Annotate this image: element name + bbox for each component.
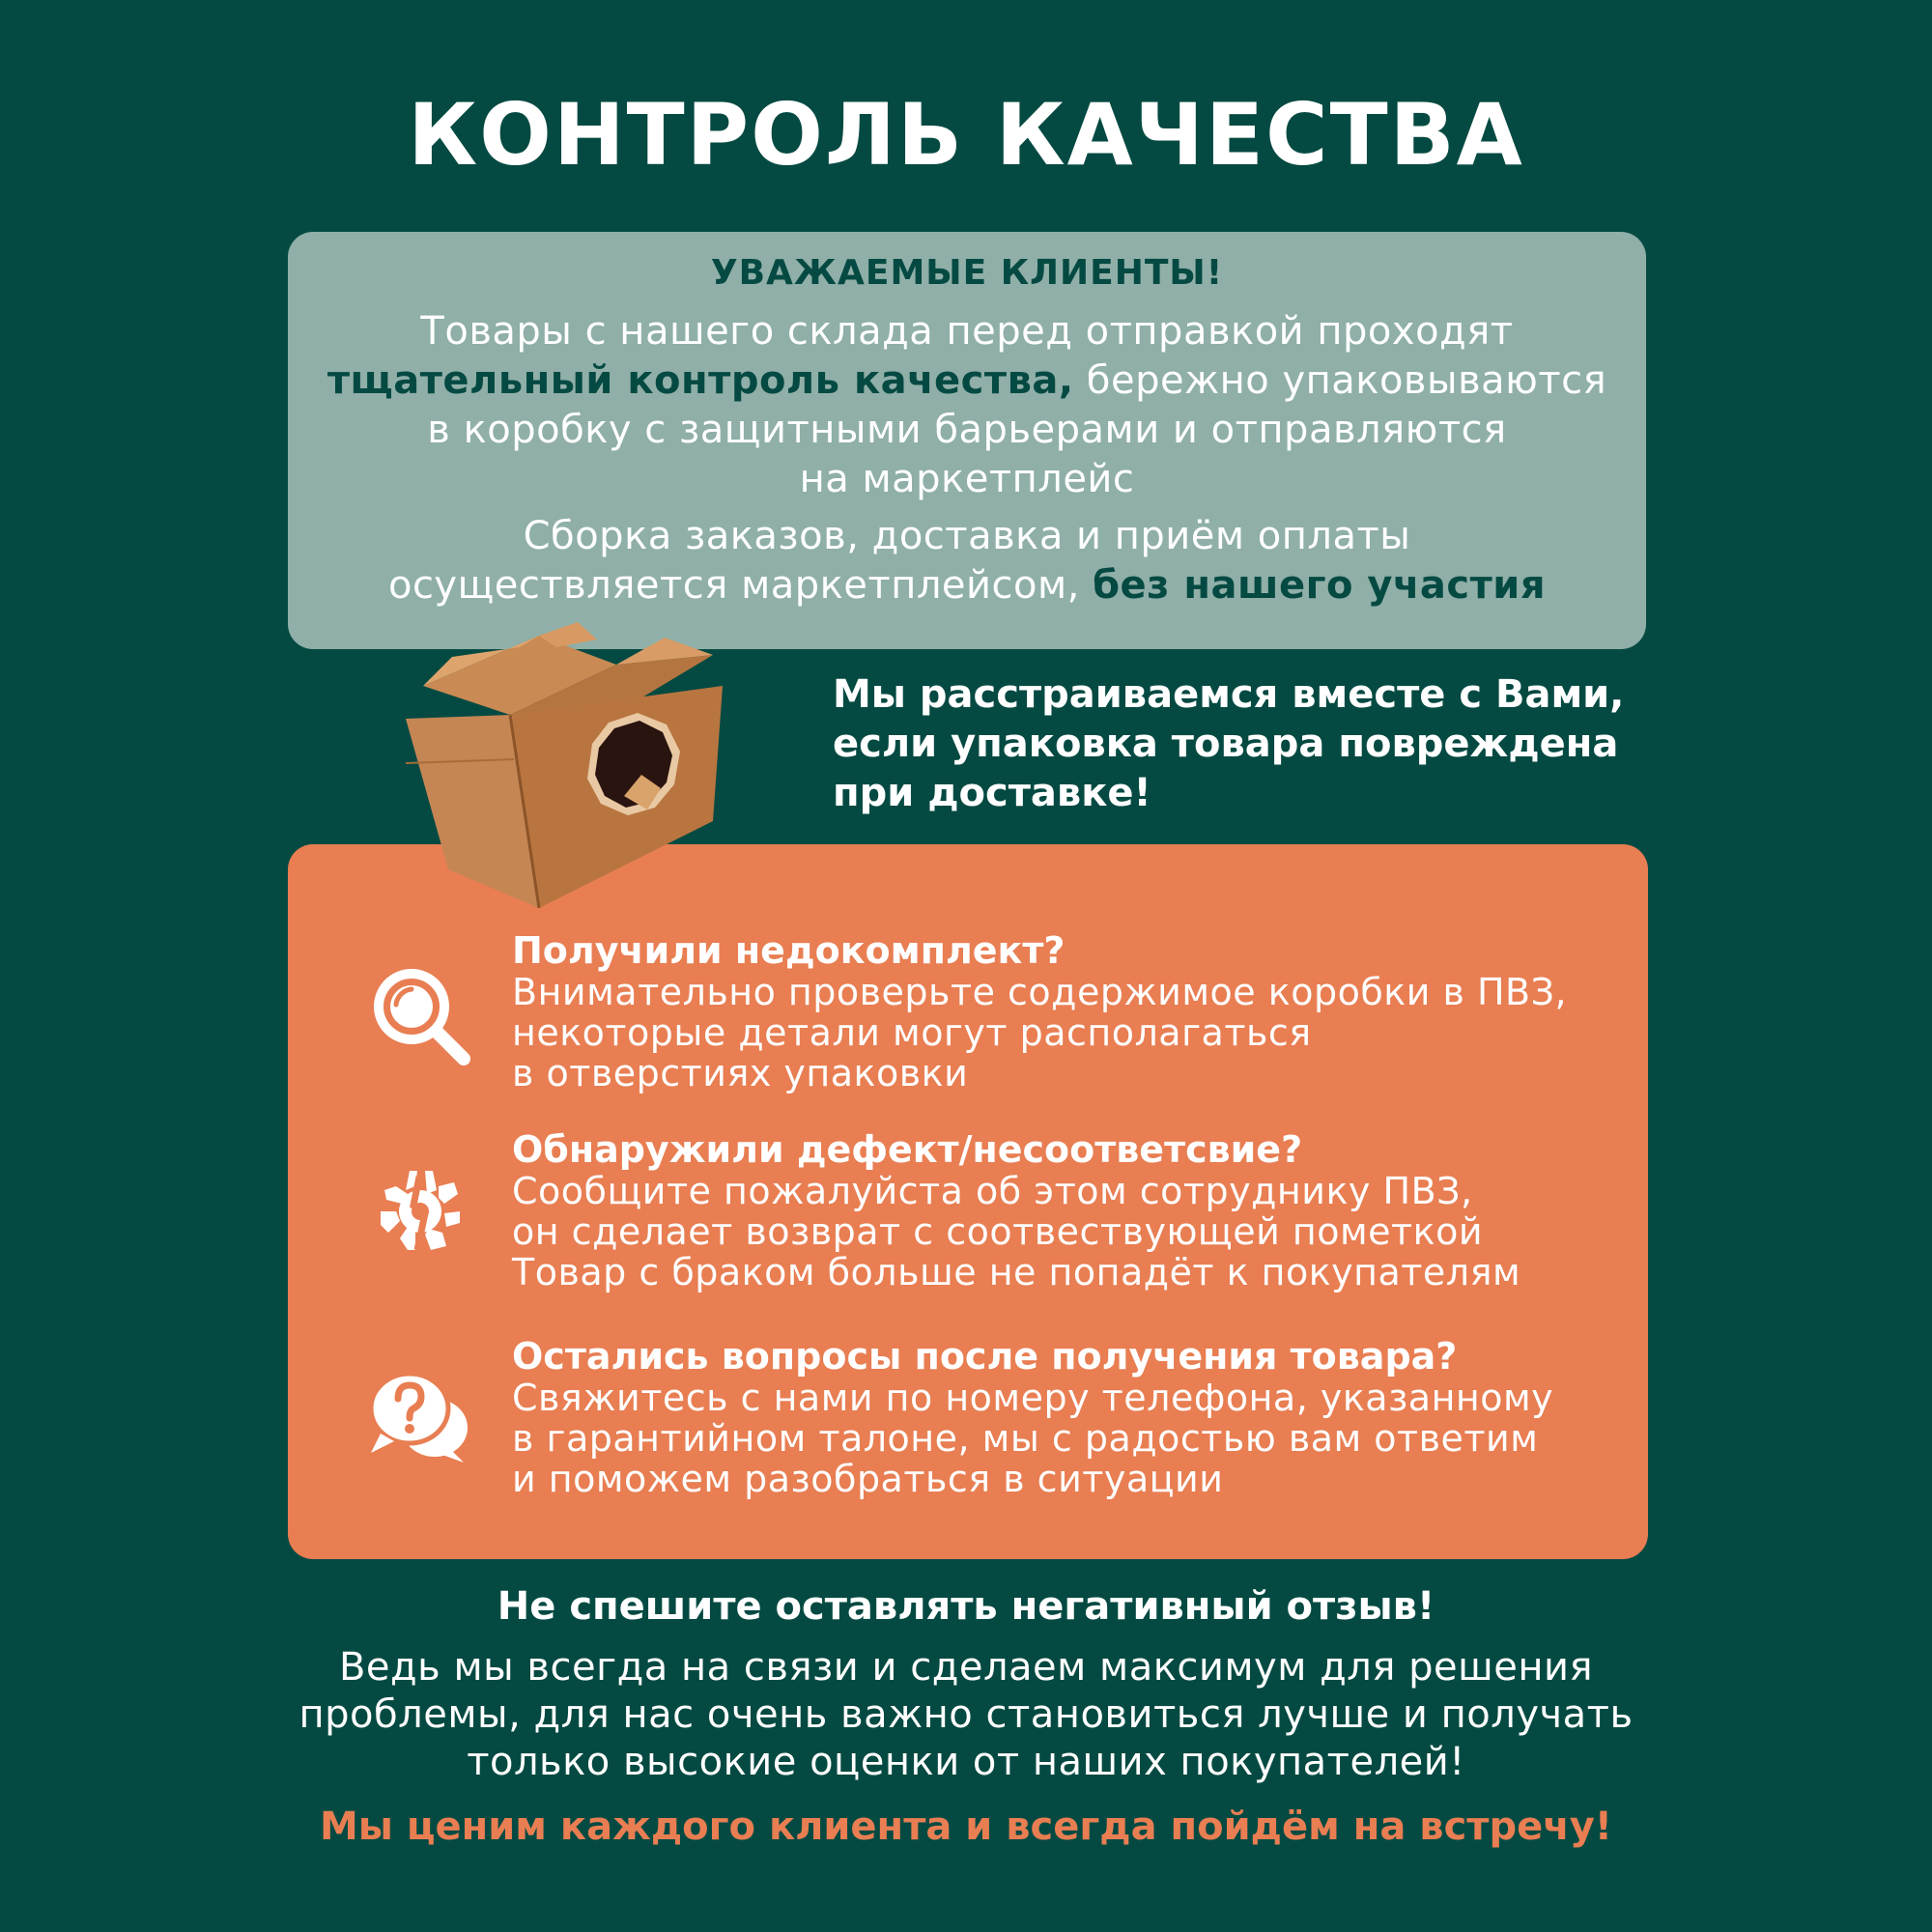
notice-card — [288, 232, 1646, 649]
damaged-box-icon — [394, 618, 761, 927]
tip-text: Свяжитесь с нами по номеру телефона, указанному в гарантийном талоне, мы с радостью вам ответим и поможем разобраться в ситуации — [512, 1377, 1554, 1500]
tip-incomplete — [288, 929, 1648, 1094]
damaged-box-message-line-3: при доставке! — [833, 771, 1151, 815]
page-title: КОНТРОЛЬ КАЧЕСТВА — [408, 85, 1524, 185]
notice-p1-highlight: тщательный контроль качества, — [327, 358, 1074, 403]
tip-defect — [288, 1128, 1648, 1293]
broken-gear-icon — [367, 1157, 473, 1264]
notice-p1-after-highlight: бережно упаковываются — [1073, 358, 1607, 403]
notice-p2-line-2 — [288, 561, 1646, 611]
tips-card — [288, 844, 1648, 1559]
tip-body — [512, 1335, 1623, 1499]
damaged-box-message-line-2: если упаковка товара повреждена — [833, 722, 1619, 766]
notice-paragraph-2 — [288, 512, 1646, 611]
tip-text: Сообщите пожалуйста об этом сотруднику ПВЗ, он сделает возврат с соотвествующей пометкой Товар с браком больше не попадёт к покупателям — [512, 1170, 1521, 1293]
notice-p2-line-1: Сборка заказов, доставка и приём оплаты — [523, 514, 1411, 558]
tip-questions — [288, 1335, 1648, 1499]
notice-paragraph-1 — [288, 307, 1646, 504]
notice-p1-line-2 — [288, 356, 1646, 406]
damaged-box-message-line-1: Мы расстраиваемся вместе с Вами, — [833, 672, 1625, 717]
notice-p2-line-2-start: осуществляется маркетплейсом, — [387, 563, 1094, 608]
notice-heading: УВАЖАЕМЫЕ КЛИЕНТЫ! — [710, 253, 1224, 293]
closing-heading: Не спешите оставлять негативный отзыв! — [497, 1584, 1435, 1629]
notice-p1-line-1: Товары с нашего склада перед отправкой проходят — [420, 309, 1514, 354]
tip-body — [512, 929, 1623, 1094]
tip-text: Внимательно проверьте содержимое коробки в ПВЗ, некоторые детали могут располагаться в отверстиях упаковки — [512, 971, 1568, 1094]
closing-accent: Мы ценим каждого клиента и всегда пойдём на встречу! — [319, 1804, 1613, 1849]
magnifier-icon — [367, 962, 473, 1068]
tip-title: Обнаружили дефект/несоответсвие? — [512, 1128, 1303, 1171]
question-chat-icon — [367, 1364, 473, 1470]
notice-p1-line-4: на маркетплейс — [799, 457, 1135, 501]
tip-title: Получили недокомплект? — [512, 929, 1065, 972]
tip-title: Остались вопросы после получения товара? — [512, 1335, 1458, 1378]
closing-text: Ведь мы всегда на связи и сделаем максимум для решения проблемы, для нас очень важно становиться лучше и получать только высокие оценки от наших покупателей! — [298, 1645, 1634, 1784]
damaged-box-message — [833, 670, 1663, 818]
notice-p2-highlight: без нашего участия — [1093, 563, 1547, 608]
notice-p1-line-3: в коробку с защитными барьерами и отправляются — [427, 408, 1507, 452]
tip-body — [512, 1128, 1623, 1293]
